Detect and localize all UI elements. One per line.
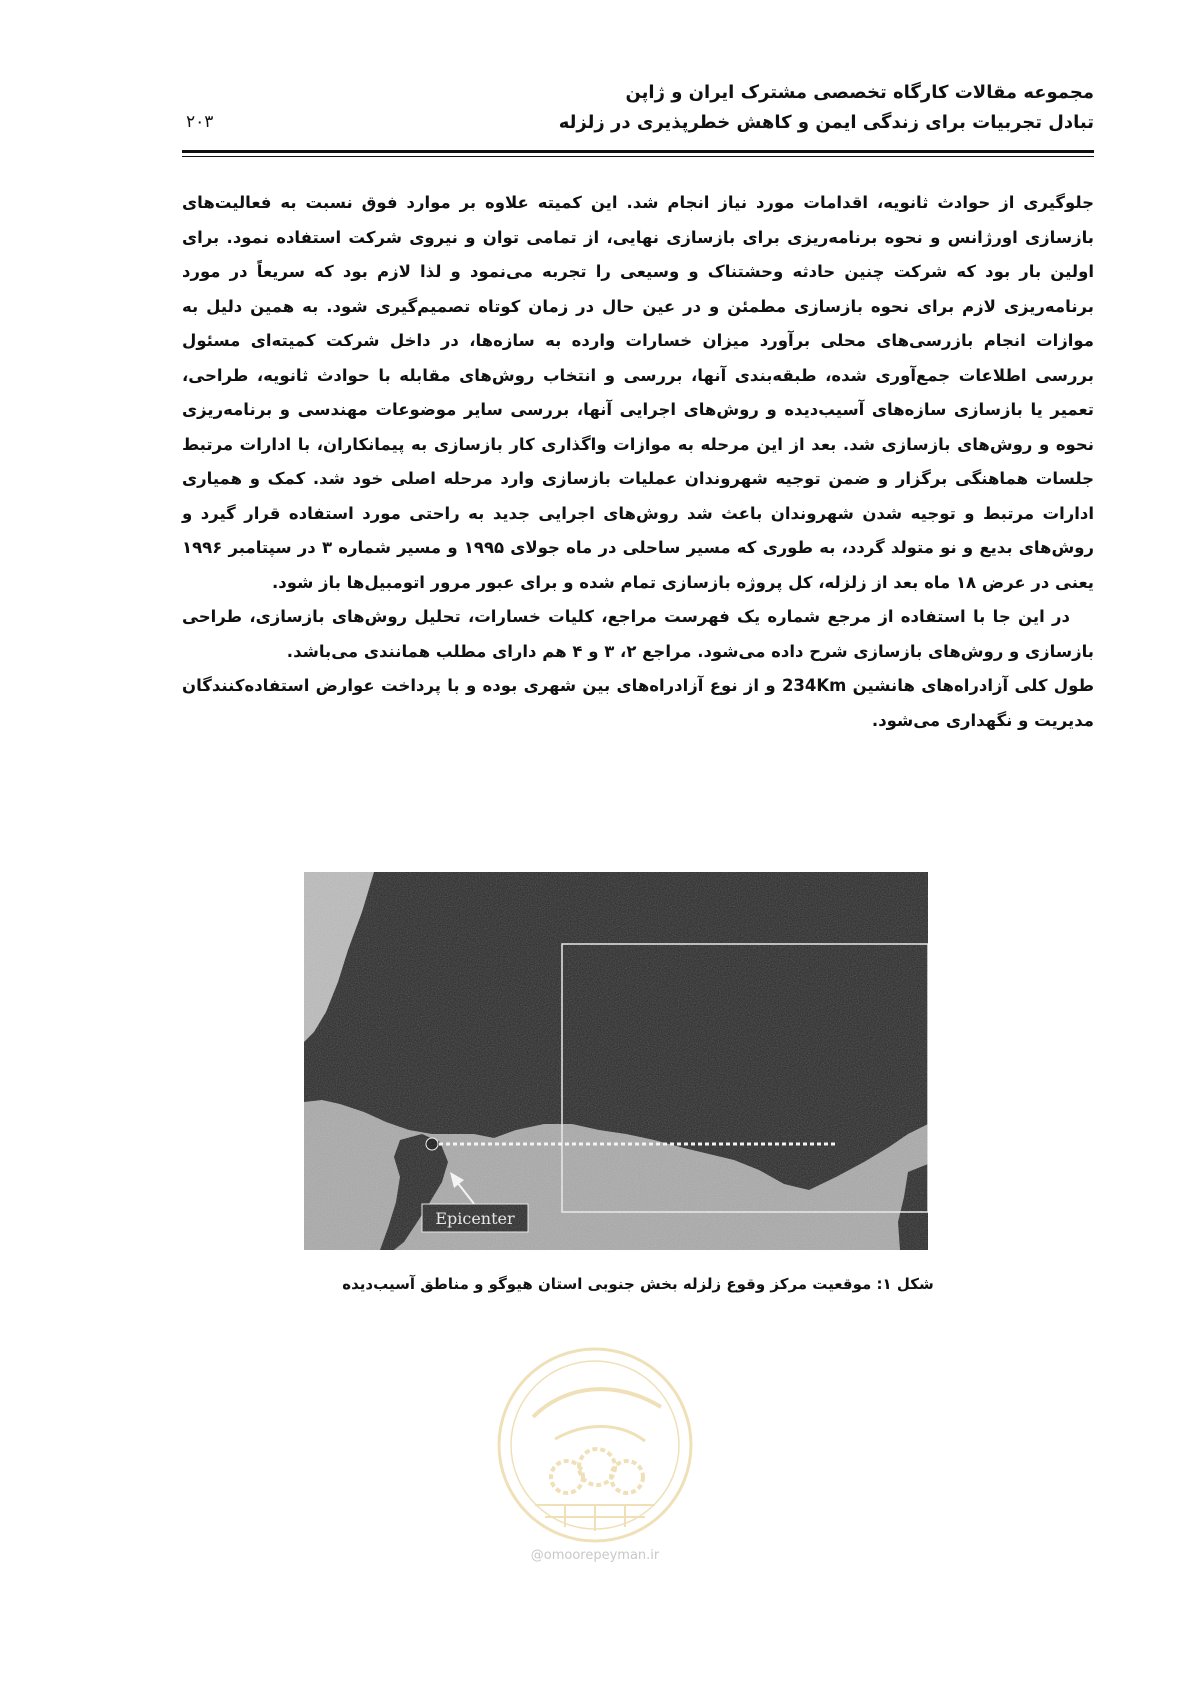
header-rule-thick bbox=[182, 150, 1094, 153]
seal-grid-lines bbox=[535, 1505, 655, 1531]
gear-icon bbox=[611, 1461, 643, 1493]
figure-caption: شکل ۱: موقعیت مرکز وقوع زلزله بخش جنوبی استان هیوگو و مناطق آسیب‌دیده bbox=[342, 1275, 934, 1293]
page-header bbox=[182, 72, 1094, 162]
page-number: ۲۰۳ bbox=[186, 112, 214, 132]
watermark-url: @omoorepeyman.ir bbox=[530, 1548, 660, 1563]
seal-calligraphy-stroke bbox=[533, 1389, 661, 1417]
map-figure bbox=[304, 872, 928, 1250]
body-text bbox=[182, 186, 1094, 738]
running-title bbox=[559, 78, 1094, 138]
watermark-seal bbox=[495, 1345, 695, 1545]
seal-inner-ring bbox=[511, 1361, 679, 1529]
paragraph: طول کلی آزادراه‌های هانشین 234Km و از نوع آزادراه‌های بین شهری بوده و با پرداخت عوارض استفاده‌کنندگان مدیریت و نگهداری می‌شود. bbox=[182, 676, 1094, 730]
header-rule-thin bbox=[182, 156, 1094, 157]
paragraph: جلوگیری از حوادث ثانویه، اقدامات مورد نیاز انجام شد. این کمیته علاوه بر موارد فوق نسبت به فعالیت‌های بازسازی اورژانس و نحوه برنامه‌ریزی برای بازسازی نهایی، از تمامی توان و نیروی شرکت استفاده نمود. برای اولین بار بود که شرکت چنین حادثه وحشتناک و وسیعی را تجربه می‌نمود و لذا لازم بود که سریعاً در مورد برنامه‌ریزی لازم برای نحوه بازسازی مطمئن و در عین حال در زمان کوتاه تصمیم‌گیری شود. به همین دلیل به موازات انجام بازرسی‌های محلی برآورد میزان خسارات وارده به سازه‌ها، در داخل شرکت کمیته‌ای مسئول بررسی اطلاعات جمع‌آوری شده، طبقه‌بندی آنها، بررسی و انتخاب روش‌های مقابله با حوادث ثانویه، طراحی، تعمیر یا بازسازی سازه‌های آسیب‌دیده و روش‌های اجرایی آنها، بررسی سایر موضوعات مهندسی و برنامه‌ریزی نحوه و روش‌های بازسازی شد. بعد از این مرحله به موازات واگذاری کار بازسازی به پیمانکاران، با ادارات مرتبط جلسات هماهنگی برگزار و ضمن توجیه شهروندان عملیات بازسازی وارد مرحله اصلی خود شد. کمک و همیاری ادارات مرتبط و توجیه شدن شهروندان باعث شد روش‌های اجرایی جدید به راحتی مورد استفاده قرار گیرد و روش‌های بدیع و نو متولد گردد، به طوری که مسیر ساحلی در ماه جولای ۱۹۹۵ و مسیر شماره ۳ در سپتامبر ۱۹۹۶ یعنی در عرض ۱۸ ماه بعد از زلزله، کل پروژه بازسازی تمام شده و برای عبور مرور اتومبیل‌ها باز شود. bbox=[182, 193, 1094, 592]
map-image bbox=[304, 872, 928, 1250]
paragraph: در این جا با استفاده از مرجع شماره یک فهرست مراجع، کلیات خسارات، تحلیل روش‌های بازسازی، طراحی بازسازی و روش‌های بازسازی شرح داده می‌شود. مراجع ۲، ۳ و ۴ هم دارای مطلب همانندی می‌باشد. bbox=[182, 607, 1094, 661]
running-title-line-1: مجموعه مقالات کارگاه تخصصی مشترک ایران و ژاپن bbox=[625, 82, 1094, 103]
gear-icon bbox=[579, 1449, 615, 1485]
running-title-line-2: تبادل تجربیات برای زندگی ایمن و کاهش خطرپذیری در زلزله bbox=[558, 112, 1094, 133]
seal-calligraphy-stroke bbox=[555, 1426, 645, 1441]
photo-grain-overlay bbox=[304, 872, 928, 1250]
